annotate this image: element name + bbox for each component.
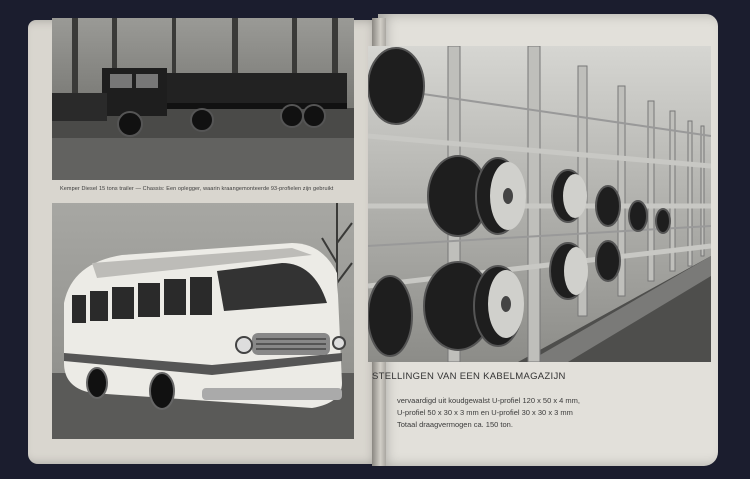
spec-line-2: U-profiel 50 x 30 x 3 mm en U-profiel 30 x 30 x 3 mm [397, 408, 573, 417]
spec-line-1: vervaardigd uit koudgewalst U-profiel 120 x 50 x 4 mm, [397, 396, 581, 405]
cable-warehouse-photo [368, 46, 711, 362]
truck-caption: Kemper Diesel 15 tons trailer — Chassis: Een oplegger, waarin kraangemonteerde 93-profielen zijn gebruikt [60, 186, 334, 192]
truck-photo [52, 18, 354, 180]
spec-line-3: Totaal draagvermogen ca. 150 ton. [397, 420, 513, 429]
warehouse-title: STELLINGEN VAN EEN KABELMAGAZIJN [372, 371, 566, 382]
bus-photo [52, 203, 354, 439]
